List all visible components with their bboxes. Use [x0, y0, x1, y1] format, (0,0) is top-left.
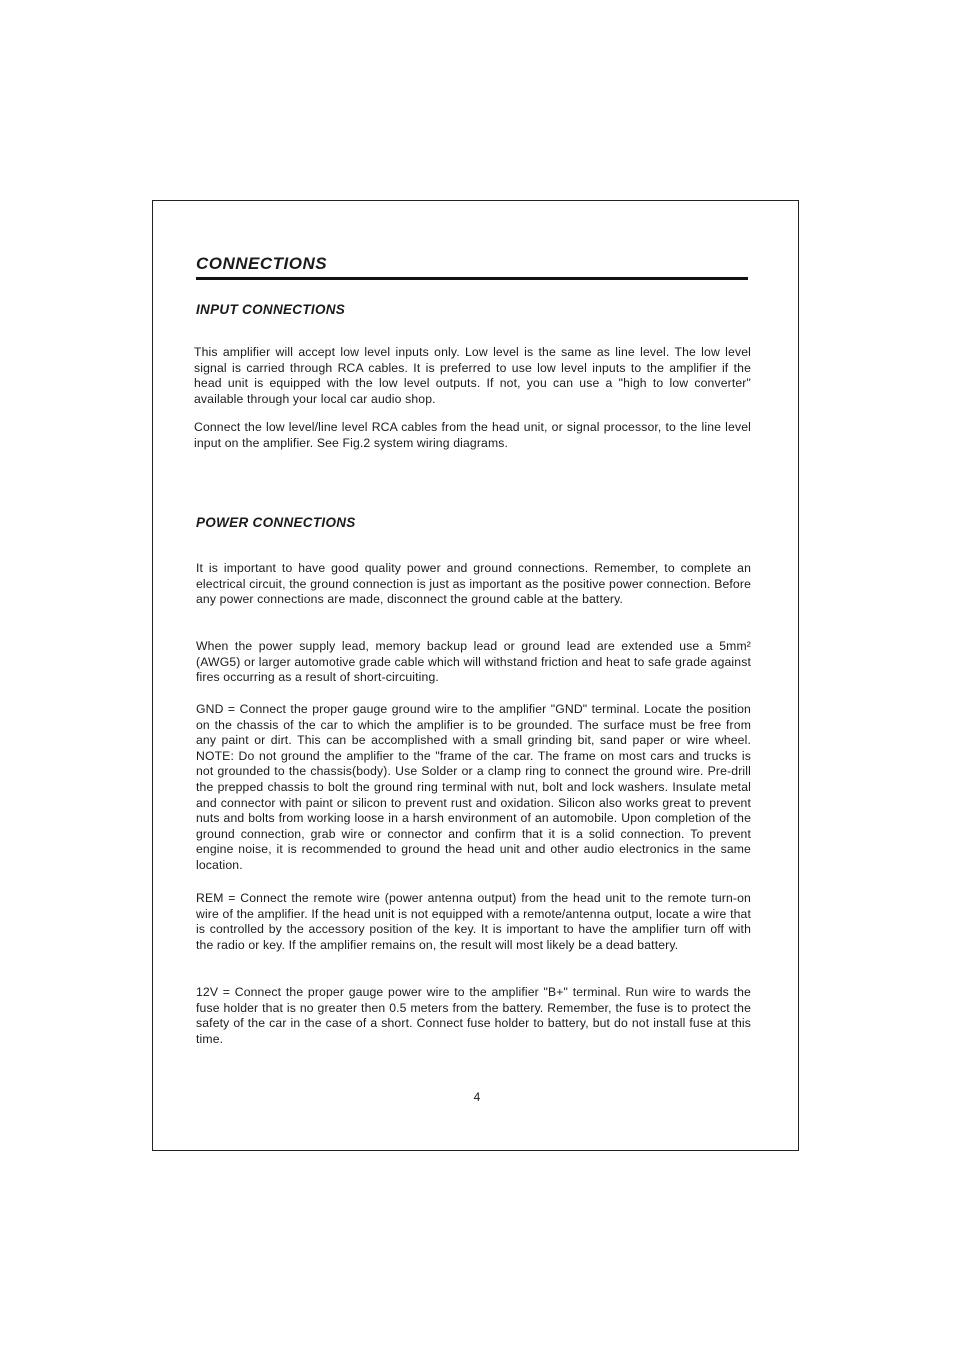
- page-title: CONNECTIONS: [196, 254, 328, 273]
- page-number: 4: [473, 1090, 481, 1104]
- input-paragraph-2: Connect the low level/line level RCA cables from the head unit, or signal processor, to the line level input on the amplifier. See Fig.2 system wiring diagrams.: [194, 420, 751, 450]
- 12v-paragraph: 12V = Connect the proper gauge power wire to the amplifier "B+" terminal. Run wire to wards the fuse holder that is no greater then 0.5 meters from the battery. Remember, the fuse is to protect the safety of the car in the case of a short. Connect fuse holder to battery, but do not install fuse at this time.: [196, 985, 751, 1046]
- title-underline: [196, 277, 748, 280]
- power-paragraph-2: When the power supply lead, memory backup lead or ground lead are extended use a 5mm² (AWG5) or larger automotive grade cable which will withstand friction and heat to safe grade against fires occurring as a result of short-circuiting.: [196, 639, 751, 685]
- gnd-paragraph: GND = Connect the proper gauge ground wire to the amplifier "GND" terminal. Locate the position on the chassis of the car to which the amplifier is to be grounded. The surface must be free from any paint or dirt. This can be accomplished with a small grinding bit, sand paper or wire wheel. NOTE: Do not ground the amplifier to the "frame of the car. The frame on most cars and trucks is not grounded to the chassis(body). Use Solder or a clamp ring to connect the ground wire. Pre-drill the prepped chassis to bolt the ground ring terminal with nut, bolt and lock washers. Insulate metal and connector with paint or silicon to prevent rust and oxidation. Silicon also works great to prevent nuts and bolts from working loose in a harsh environment of an automobile. Upon completion of the ground connection, grab wire or connector and confirm that it is a solid connection. To prevent engine noise, it is recommended to ground the head unit and other audio electronics in the same location.: [196, 702, 751, 872]
- input-paragraph-1: This amplifier will accept low level inputs only. Low level is the same as line level. The low level signal is carried through RCA cables. It is preferred to use low level inputs to the amplifier if the head unit is equipped with the low level outputs. If not, you can use a "high to low converter" available through your local car audio shop.: [194, 345, 751, 406]
- input-connections-heading: INPUT CONNECTIONS: [196, 302, 346, 317]
- power-paragraph-1: It is important to have good quality power and ground connections. Remember, to complete an electrical circuit, the ground connection is just as important as the positive power connection. Before any power connections are made, disconnect the ground cable at the battery.: [196, 561, 751, 607]
- power-connections-heading: POWER CONNECTIONS: [196, 515, 356, 530]
- rem-paragraph: REM = Connect the remote wire (power antenna output) from the head unit to the remote turn-on wire of the amplifier. If the head unit is not equipped with a remote/antenna output, locate a wire that is controlled by the accessory position of the key. It is important to have the amplifier turn off with the radio or key. If the amplifier remains on, the result will most likely be a dead battery.: [196, 891, 751, 952]
